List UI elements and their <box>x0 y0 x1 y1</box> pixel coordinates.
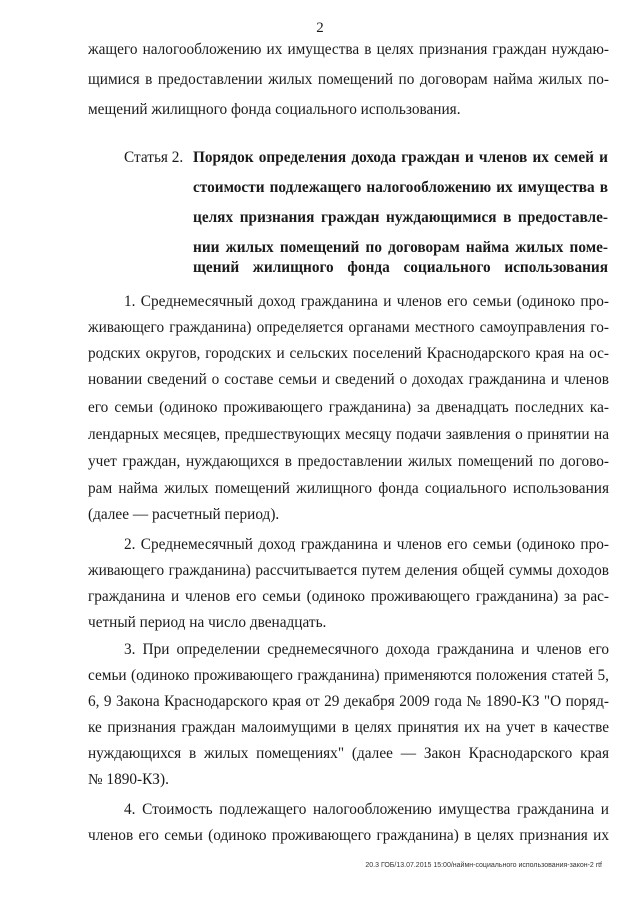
paragraph-line: № 1890-КЗ). <box>88 771 169 788</box>
paragraph-line: рам найма жилых помещений жилищного фонда социального использования <box>88 480 609 497</box>
article-heading <box>124 148 183 168</box>
article-title-line: стоимости подлежащего налогообложению их имущества в <box>193 179 608 196</box>
article-title-line: Порядок определения дохода граждан и членов их семей и <box>193 149 608 166</box>
article-title-line: щений жилищного фонда социального использования <box>193 259 608 276</box>
paragraph-line: 1. Среднемесячный доход гражданина и членов его семьи (одиноко про- <box>124 293 609 310</box>
paragraph-line: лендарных месяцев, предшествующих месяцу подачи заявления о принятии на <box>88 426 609 443</box>
article-title-line: нии жилых помещений по договорам найма жилых поме- <box>193 239 608 256</box>
paragraph-line: живающего гражданина) определяется органами местного самоуправления го- <box>88 319 609 336</box>
article-title-line: целях признания граждан нуждающимися в предоставле- <box>193 209 608 226</box>
paragraph-line: учет граждан, нуждающихся в предоставлении жилых помещений по догово- <box>88 453 609 470</box>
paragraph-line: членов его семьи (одиноко проживающего гражданина) в целях признания их <box>88 827 609 844</box>
paragraph-line: его семьи (одиноко проживающего гражданина) за двенадцать последних ка- <box>88 399 609 416</box>
paragraph-line: семьи (одиноко проживающего гражданина) применяются положения статей 5, <box>88 667 609 684</box>
paragraph-line: живающего гражданина) рассчитывается путем деления общей суммы доходов <box>88 562 609 579</box>
footer-document-code: 20.3 ГОБ/13.07.2015 15:00/наймн-социального использования-закон-2 rtf <box>365 862 602 869</box>
paragraph-line: родских округов, городских и сельских поселений Краснодарского края на ос- <box>88 345 609 362</box>
paragraph-line: (далее — расчетный период). <box>88 506 280 523</box>
article-label: Статья 2. <box>124 149 184 166</box>
paragraph-line: 6, 9 Закона Краснодарского края от 29 декабря 2009 года № 1890-КЗ "О поряд- <box>88 693 609 710</box>
intro-line: жащего налогообложению их имущества в целях признания граждан нуждаю- <box>88 41 609 58</box>
paragraph-line: четный период на число двенадцать. <box>88 614 327 631</box>
paragraph-line: 4. Стоимость подлежащего налогообложению имущества гражданина и <box>124 801 609 818</box>
paragraph-line: нуждающихся в жилых помещениях" (далее — Закон Краснодарского края <box>88 745 609 762</box>
paragraph-line: новании сведений о составе семьи и сведений о доходах гражданина и членов <box>88 371 609 388</box>
paragraph-line: ке признания граждан малоимущими в целях принятия их на учет в качестве <box>88 719 609 736</box>
intro-line: щимися в предоставлении жилых помещений по договорам найма жилых по- <box>88 71 609 88</box>
intro-line: мещений жилищного фонда социального использования. <box>88 101 461 118</box>
paragraph-line: 3. При определении среднемесячного дохода гражданина и членов его <box>124 641 609 658</box>
page-number: 2 <box>316 20 324 36</box>
paragraph-line: 2. Среднемесячный доход гражданина и членов его семьи (одиноко про- <box>124 536 609 553</box>
paragraph-line: гражданина и членов его семьи (одиноко проживающего гражданина) за рас- <box>88 588 609 605</box>
